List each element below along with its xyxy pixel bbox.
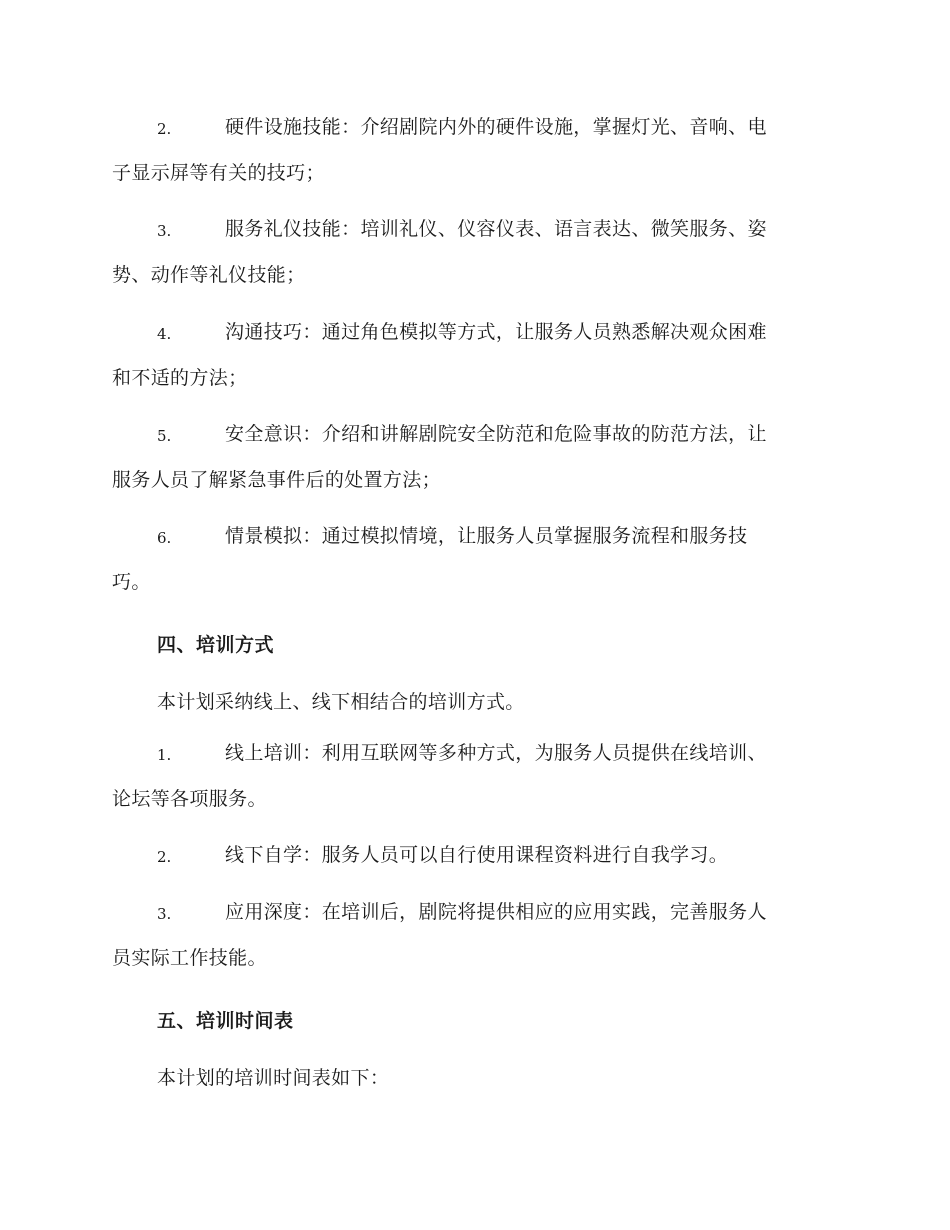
list-item bbox=[112, 218, 834, 286]
list-item-continuation: 子显示屏等有关的技巧； bbox=[112, 162, 325, 184]
list-item-text: 情景模拟：通过模拟情境，让服务人员掌握服务流程和服务技 bbox=[225, 525, 748, 547]
list-item-number: 3. bbox=[157, 905, 172, 923]
list-item bbox=[112, 525, 834, 593]
list-item-continuation: 员实际工作技能。 bbox=[112, 947, 267, 969]
list-item bbox=[112, 846, 834, 870]
list-item-number: 5. bbox=[157, 427, 172, 445]
list-item-number: 1. bbox=[157, 746, 172, 764]
paragraph: 本计划的培训时间表如下： bbox=[157, 1067, 390, 1089]
list-item-number: 2. bbox=[157, 120, 172, 138]
list-item-continuation: 势、动作等礼仪技能； bbox=[112, 264, 306, 286]
list-item-number: 6. bbox=[157, 529, 172, 547]
list-item bbox=[112, 116, 834, 184]
list-item-text: 应用深度：在培训后，剧院将提供相应的应用实践，完善服务人 bbox=[225, 901, 767, 923]
list-item-text: 安全意识：介绍和讲解剧院安全防范和危险事故的防范方法，让 bbox=[225, 423, 767, 445]
list-item-number: 2. bbox=[157, 848, 172, 866]
list-item-text: 硬件设施技能：介绍剧院内外的硬件设施，掌握灯光、音响、电 bbox=[225, 116, 767, 138]
list-item-continuation: 论坛等各项服务。 bbox=[112, 788, 267, 810]
list-item-number: 3. bbox=[157, 222, 172, 240]
list-item-continuation: 和不适的方法； bbox=[112, 367, 248, 389]
list-item bbox=[112, 742, 834, 810]
list-item bbox=[112, 901, 834, 969]
list-item-continuation: 巧。 bbox=[112, 571, 151, 593]
section-heading: 四、培训方式 bbox=[157, 634, 275, 656]
list-item-text: 沟通技巧：通过角色模拟等方式，让服务人员熟悉解决观众困难 bbox=[225, 321, 767, 343]
list-item-number: 4. bbox=[157, 325, 172, 343]
list-item-text: 线上培训：利用互联网等多种方式，为服务人员提供在线培训、 bbox=[225, 742, 767, 764]
list-item-continuation: 服务人员了解紧急事件后的处置方法； bbox=[112, 469, 441, 491]
list-item bbox=[112, 423, 834, 491]
list-item-text: 服务礼仪技能：培训礼仪、仪容仪表、语言表达、微笑服务、姿 bbox=[225, 218, 767, 240]
list-item-text: 线下自学：服务人员可以自行使用课程资料进行自我学习。 bbox=[225, 844, 729, 866]
paragraph: 本计划采纳线上、线下相结合的培训方式。 bbox=[157, 691, 525, 713]
section-heading: 五、培训时间表 bbox=[157, 1010, 294, 1032]
list-item bbox=[112, 321, 834, 389]
